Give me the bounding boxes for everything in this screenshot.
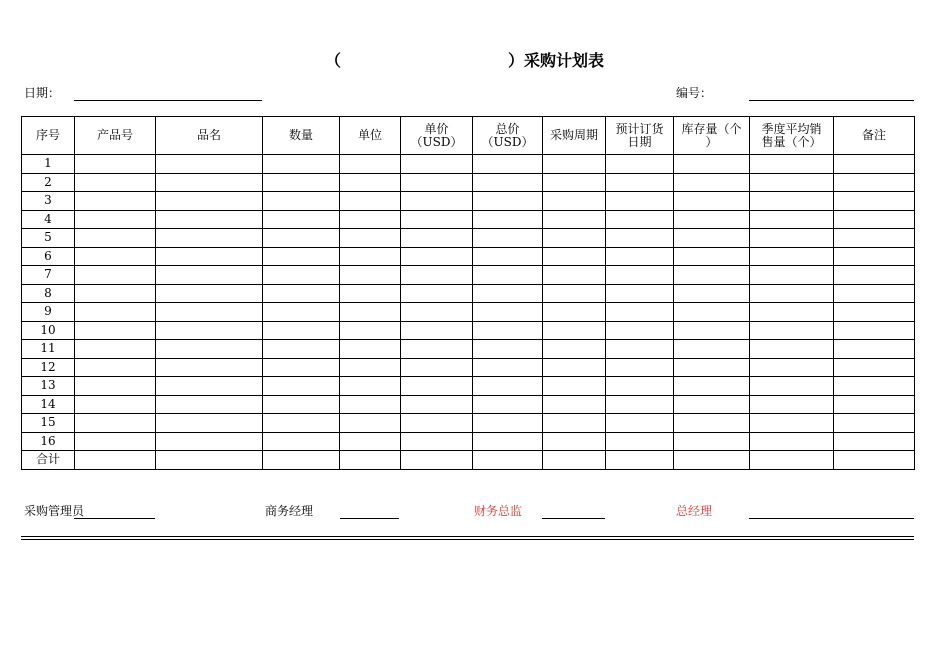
- date-field-line[interactable]: [74, 100, 262, 101]
- column-header: 单价 （USD）: [401, 117, 473, 155]
- table-cell[interactable]: [263, 229, 340, 248]
- table-cell[interactable]: [834, 155, 915, 174]
- table-cell[interactable]: [606, 303, 674, 322]
- table-cell[interactable]: [606, 395, 674, 414]
- table-cell[interactable]: [263, 210, 340, 229]
- table-cell[interactable]: [156, 247, 263, 266]
- row-number: 2: [22, 173, 75, 192]
- table-cell[interactable]: [473, 229, 543, 248]
- table-cell[interactable]: [543, 155, 606, 174]
- table-cell[interactable]: [473, 451, 543, 470]
- row-number: 12: [22, 358, 75, 377]
- table-cell[interactable]: [401, 284, 473, 303]
- table-cell[interactable]: [263, 358, 340, 377]
- number-field-line[interactable]: [749, 100, 914, 101]
- purchaser-sign-line[interactable]: [74, 518, 155, 519]
- table-row: [22, 303, 915, 322]
- table-cell[interactable]: [156, 210, 263, 229]
- table-cell[interactable]: [401, 377, 473, 396]
- table-cell[interactable]: [674, 395, 750, 414]
- table-cell[interactable]: [606, 321, 674, 340]
- table-cell[interactable]: [156, 173, 263, 192]
- table-cell[interactable]: [543, 303, 606, 322]
- table-cell[interactable]: [674, 377, 750, 396]
- table-cell[interactable]: [75, 432, 156, 451]
- table-cell[interactable]: [156, 284, 263, 303]
- table-cell[interactable]: [834, 414, 915, 433]
- table-cell[interactable]: [340, 358, 401, 377]
- business-manager-label: 商务经理: [265, 504, 314, 518]
- table-cell[interactable]: [473, 377, 543, 396]
- table-cell[interactable]: [543, 340, 606, 359]
- table-cell[interactable]: [674, 173, 750, 192]
- table-cell[interactable]: [543, 173, 606, 192]
- table-cell[interactable]: [401, 229, 473, 248]
- table-cell[interactable]: [75, 229, 156, 248]
- table-cell[interactable]: [401, 192, 473, 211]
- table-cell[interactable]: [750, 358, 834, 377]
- table-cell[interactable]: [750, 210, 834, 229]
- table-cell[interactable]: [340, 266, 401, 285]
- table-cell[interactable]: [401, 358, 473, 377]
- table-cell[interactable]: [340, 432, 401, 451]
- table-cell[interactable]: [674, 210, 750, 229]
- table-cell[interactable]: [263, 303, 340, 322]
- table-cell[interactable]: [473, 358, 543, 377]
- table-cell[interactable]: [75, 321, 156, 340]
- table-cell[interactable]: [543, 432, 606, 451]
- table-cell[interactable]: [543, 284, 606, 303]
- table-cell[interactable]: [156, 414, 263, 433]
- table-cell[interactable]: [340, 155, 401, 174]
- table-cell[interactable]: [340, 173, 401, 192]
- table-cell[interactable]: [473, 173, 543, 192]
- column-header: 序号: [22, 117, 75, 155]
- table-row: [22, 340, 915, 359]
- bottom-rule-2: [21, 539, 914, 540]
- table-cell[interactable]: [401, 395, 473, 414]
- table-cell[interactable]: [834, 284, 915, 303]
- table-cell[interactable]: [263, 192, 340, 211]
- table-cell[interactable]: [750, 284, 834, 303]
- row-number: 3: [22, 192, 75, 211]
- row-number: 13: [22, 377, 75, 396]
- table-row: [22, 229, 915, 248]
- table-cell[interactable]: [75, 210, 156, 229]
- table-cell[interactable]: [543, 229, 606, 248]
- table-cell[interactable]: [606, 247, 674, 266]
- table-cell[interactable]: [401, 210, 473, 229]
- table-cell[interactable]: [674, 155, 750, 174]
- table-cell[interactable]: [401, 414, 473, 433]
- table-cell[interactable]: [75, 192, 156, 211]
- table-cell[interactable]: [75, 303, 156, 322]
- table-cell[interactable]: [75, 284, 156, 303]
- table-cell[interactable]: [606, 173, 674, 192]
- table-cell[interactable]: [543, 321, 606, 340]
- table-cell[interactable]: [606, 432, 674, 451]
- table-cell[interactable]: [674, 414, 750, 433]
- table-cell[interactable]: [543, 247, 606, 266]
- table-cell[interactable]: [156, 192, 263, 211]
- table-cell[interactable]: [834, 229, 915, 248]
- table-cell[interactable]: [75, 377, 156, 396]
- table-cell[interactable]: [543, 358, 606, 377]
- table-cell[interactable]: [543, 210, 606, 229]
- table-cell[interactable]: [401, 340, 473, 359]
- table-cell[interactable]: [543, 192, 606, 211]
- table-cell[interactable]: [543, 414, 606, 433]
- table-cell[interactable]: [606, 414, 674, 433]
- table-cell[interactable]: [156, 321, 263, 340]
- row-number: 11: [22, 340, 75, 359]
- table-cell[interactable]: [750, 432, 834, 451]
- table-cell[interactable]: [674, 284, 750, 303]
- table-cell[interactable]: [156, 432, 263, 451]
- table-cell[interactable]: [401, 451, 473, 470]
- table-cell[interactable]: [606, 192, 674, 211]
- purchaser-label: 采购管理员: [24, 504, 85, 518]
- table-cell[interactable]: [834, 247, 915, 266]
- table-row: [22, 173, 915, 192]
- table-cell[interactable]: [750, 340, 834, 359]
- table-cell[interactable]: [401, 247, 473, 266]
- table-cell[interactable]: [606, 229, 674, 248]
- column-header: 采购周期: [543, 117, 606, 155]
- table-cell[interactable]: [156, 303, 263, 322]
- table-cell[interactable]: [340, 284, 401, 303]
- table-cell[interactable]: [340, 340, 401, 359]
- table-cell[interactable]: [834, 340, 915, 359]
- table-cell[interactable]: [156, 377, 263, 396]
- table-cell[interactable]: [606, 155, 674, 174]
- table-cell[interactable]: [401, 432, 473, 451]
- table-cell[interactable]: [674, 266, 750, 285]
- table-cell[interactable]: [263, 247, 340, 266]
- table-cell[interactable]: [263, 284, 340, 303]
- table-cell[interactable]: [340, 229, 401, 248]
- column-header: 季度平均销 售量（个）: [750, 117, 834, 155]
- table-cell[interactable]: [674, 192, 750, 211]
- row-number: 15: [22, 414, 75, 433]
- page-title: ）采购计划表: [508, 51, 605, 70]
- table-cell[interactable]: [473, 247, 543, 266]
- table-cell[interactable]: [263, 377, 340, 396]
- table-cell[interactable]: [750, 247, 834, 266]
- table-cell[interactable]: [263, 266, 340, 285]
- table-cell[interactable]: [401, 173, 473, 192]
- table-cell[interactable]: [543, 266, 606, 285]
- table-row: [22, 284, 915, 303]
- row-number: 10: [22, 321, 75, 340]
- table-cell[interactable]: [263, 173, 340, 192]
- table-cell[interactable]: [473, 266, 543, 285]
- table-cell[interactable]: [543, 377, 606, 396]
- table-cell[interactable]: [834, 395, 915, 414]
- table-cell[interactable]: [263, 432, 340, 451]
- table-cell[interactable]: [834, 192, 915, 211]
- finance-director-sign-line[interactable]: [542, 518, 605, 519]
- table-cell[interactable]: [340, 210, 401, 229]
- table-cell[interactable]: [750, 321, 834, 340]
- title-open-paren: （: [325, 51, 342, 70]
- table-cell[interactable]: [674, 229, 750, 248]
- column-header: 数量: [263, 117, 340, 155]
- table-cell[interactable]: [606, 451, 674, 470]
- table-cell[interactable]: [750, 395, 834, 414]
- table-row: [22, 155, 915, 174]
- column-header: 备注: [834, 117, 915, 155]
- table-cell[interactable]: [750, 266, 834, 285]
- row-number: 14: [22, 395, 75, 414]
- table-cell[interactable]: [473, 192, 543, 211]
- row-number: 4: [22, 210, 75, 229]
- table-cell[interactable]: [606, 377, 674, 396]
- table-row: [22, 395, 915, 414]
- column-header: 单位: [340, 117, 401, 155]
- table-cell[interactable]: [263, 451, 340, 470]
- number-label: 编号：: [676, 86, 713, 100]
- table-cell[interactable]: [75, 266, 156, 285]
- table-cell[interactable]: [340, 395, 401, 414]
- table-row: [22, 358, 915, 377]
- table-cell[interactable]: [674, 321, 750, 340]
- general-manager-label: 总经理: [676, 504, 713, 518]
- table-cell[interactable]: [750, 229, 834, 248]
- bottom-rule-1: [21, 536, 914, 537]
- table-cell[interactable]: [75, 395, 156, 414]
- purchase-plan-table: [21, 116, 915, 470]
- table-cell[interactable]: [340, 451, 401, 470]
- table-cell[interactable]: [340, 321, 401, 340]
- table-cell[interactable]: [75, 155, 156, 174]
- table-cell[interactable]: [750, 377, 834, 396]
- table-cell[interactable]: [401, 266, 473, 285]
- table-cell[interactable]: [750, 303, 834, 322]
- row-number: 5: [22, 229, 75, 248]
- table-cell[interactable]: [834, 321, 915, 340]
- table-cell[interactable]: [834, 377, 915, 396]
- table-cell[interactable]: [750, 414, 834, 433]
- table-cell[interactable]: [263, 340, 340, 359]
- table-cell[interactable]: [473, 432, 543, 451]
- table-cell[interactable]: [156, 155, 263, 174]
- table-cell[interactable]: [834, 358, 915, 377]
- table-cell[interactable]: [75, 414, 156, 433]
- table-cell[interactable]: [75, 358, 156, 377]
- table-cell[interactable]: [834, 173, 915, 192]
- column-header: 产品号: [75, 117, 156, 155]
- table-cell[interactable]: [473, 395, 543, 414]
- table-row: [22, 414, 915, 433]
- row-number: 1: [22, 155, 75, 174]
- table-cell[interactable]: [263, 395, 340, 414]
- table-row: [22, 247, 915, 266]
- table-cell[interactable]: [750, 173, 834, 192]
- row-number: 7: [22, 266, 75, 285]
- table-cell[interactable]: [674, 358, 750, 377]
- table-cell[interactable]: [750, 192, 834, 211]
- finance-director-label: 财务总监: [474, 504, 523, 518]
- table-cell[interactable]: [156, 451, 263, 470]
- table-cell[interactable]: [156, 358, 263, 377]
- table-cell[interactable]: [834, 210, 915, 229]
- table-cell[interactable]: [606, 266, 674, 285]
- table-row: [22, 210, 915, 229]
- table-cell[interactable]: [75, 451, 156, 470]
- table-cell[interactable]: [473, 210, 543, 229]
- business-manager-sign-line[interactable]: [340, 518, 399, 519]
- column-header: 库存量（个 ）: [674, 117, 750, 155]
- table-cell[interactable]: [340, 377, 401, 396]
- table-cell[interactable]: [834, 432, 915, 451]
- table-cell[interactable]: [834, 451, 915, 470]
- table-cell[interactable]: [263, 414, 340, 433]
- row-number: 8: [22, 284, 75, 303]
- table-cell[interactable]: [156, 266, 263, 285]
- table-cell[interactable]: [750, 155, 834, 174]
- table-cell[interactable]: [340, 192, 401, 211]
- row-number: 6: [22, 247, 75, 266]
- table-cell[interactable]: [834, 303, 915, 322]
- column-header: 总价 （USD）: [473, 117, 543, 155]
- table-cell[interactable]: [674, 303, 750, 322]
- table-row: [22, 451, 915, 470]
- table-cell[interactable]: [473, 303, 543, 322]
- column-header: 品名: [156, 117, 263, 155]
- row-number: 合计: [22, 451, 75, 470]
- table-cell[interactable]: [606, 284, 674, 303]
- table-cell[interactable]: [473, 340, 543, 359]
- table-row: [22, 321, 915, 340]
- table-row: [22, 432, 915, 451]
- table-cell[interactable]: [156, 340, 263, 359]
- table-cell[interactable]: [75, 173, 156, 192]
- table-cell[interactable]: [75, 340, 156, 359]
- table-cell[interactable]: [263, 321, 340, 340]
- table-cell[interactable]: [606, 340, 674, 359]
- table-row: [22, 266, 915, 285]
- table-cell[interactable]: [473, 284, 543, 303]
- table-row: [22, 192, 915, 211]
- table-cell[interactable]: [543, 395, 606, 414]
- table-cell[interactable]: [340, 303, 401, 322]
- table-cell[interactable]: [156, 229, 263, 248]
- table-header-row: [22, 117, 915, 155]
- table-cell[interactable]: [75, 247, 156, 266]
- table-cell[interactable]: [750, 451, 834, 470]
- table-cell[interactable]: [674, 247, 750, 266]
- table-cell[interactable]: [473, 155, 543, 174]
- table-cell[interactable]: [340, 247, 401, 266]
- table-cell[interactable]: [473, 321, 543, 340]
- table-cell[interactable]: [606, 210, 674, 229]
- table-cell[interactable]: [674, 432, 750, 451]
- date-label: 日期：: [24, 86, 61, 100]
- table-cell[interactable]: [674, 340, 750, 359]
- table-row: [22, 377, 915, 396]
- table-cell[interactable]: [401, 155, 473, 174]
- table-cell[interactable]: [401, 303, 473, 322]
- row-number: 9: [22, 303, 75, 322]
- table-cell[interactable]: [156, 395, 263, 414]
- column-header: 预计订货 日期: [606, 117, 674, 155]
- general-manager-sign-line[interactable]: [749, 518, 914, 519]
- row-number: 16: [22, 432, 75, 451]
- table-cell[interactable]: [401, 321, 473, 340]
- table-cell[interactable]: [543, 451, 606, 470]
- table-cell[interactable]: [473, 414, 543, 433]
- table-cell[interactable]: [674, 451, 750, 470]
- table-cell[interactable]: [606, 358, 674, 377]
- table-cell[interactable]: [340, 414, 401, 433]
- table-cell[interactable]: [834, 266, 915, 285]
- table-cell[interactable]: [263, 155, 340, 174]
